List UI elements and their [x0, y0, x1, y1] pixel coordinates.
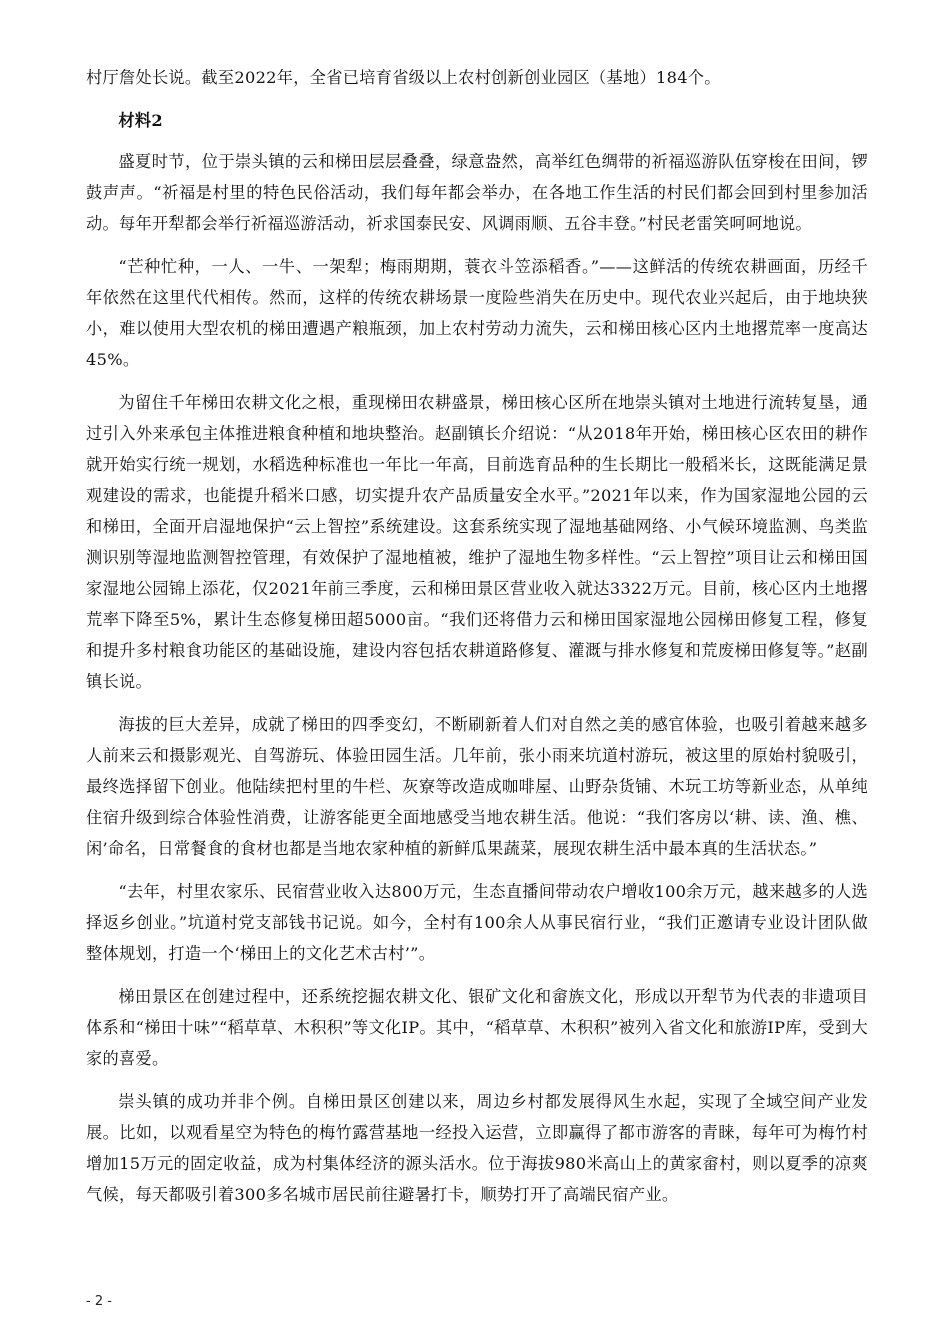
paragraph: 盛夏时节，位于崇头镇的云和梯田层层叠叠，绿意盎然，高举红色绸带的祈福巡游队伍穿梭在田间，锣鼓声声。“祈福是村里的特色民俗活动，我们每年都会举办，在各地工作生活的村民们都会回到村里参加活动。每年开犁都会举行祈福巡游活动，祈求国泰民安、风调雨顺、五谷丰登。”村民老雷笑呵呵地说。 [86, 152, 868, 233]
paragraph: 海拔的巨大差异，成就了梯田的四季变幻，不断刷新着人们对自然之美的感官体验，也吸引着越来越多人前来云和摄影观光、自驾游玩、体验田园生活。几年前，张小雨来坑道村游玩，被这里的原始村貌吸引，最终选择留下创业。他陆续把村里的牛栏、灰寮等改造成咖啡屋、山野杂货铺、木玩工坊等新业态，从单纯住宿升级到综合体验性消费，让游客能更全面地感受当地农耕生活。他说：“我们客房以‘耕、读、渔、樵、闲’命名，日常餐食的食材也都是当地农家种植的新鲜瓜果蔬菜，展现农耕生活中最本真的生活状态。” [86, 715, 868, 858]
paragraph: 为留住千年梯田农耕文化之根，重现梯田农耕盛景，梯田核心区所在地崇头镇对土地进行流转复垦，通过引入外来承包主体推进粮食种植和地块整治。赵副镇长介绍说：“从2018年开始，梯田核心区农田的耕作就开始实行统一规划，水稻选种标准也一年比一年高，目前选育品种的生长期比一般稻米长，这既能满足景观建设的需求，也能提升稻米口感，切实提升农产品质量安全水平。”2021年以来，作为国家湿地公园的云和梯田，全面开启湿地保护“云上智控”系统建设。这套系统实现了湿地基础网络、小气候环境监测、鸟类监测识别等湿地监测智控管理，有效保护了湿地植被，维护了湿地生物多样性。“云上智控”项目让云和梯田国家湿地公园锦上添花，仅2021年前三季度，云和梯田景区营业收入就达3322万元。目前，核心区内土地撂荒率下降至5%，累计生态修复梯田超5000亩。“我们还将借力云和梯田国家湿地公园梯田修复工程，修复和提升多村粮食功能区的基础设施，建设内容包括农耕道路修复、灌溉与排水修复和荒废梯田修复等。”赵副镇长说。 [86, 393, 868, 691]
paragraph: 梯田景区在创建过程中，还系统挖掘农耕文化、银矿文化和畲族文化，形成以开犁节为代表的非遗项目体系和“梯田十味”“稻草草、木积积”等文化IP。其中，“稻草草、木积积”被列入省文化和旅游IP库，受到大家的喜爱。 [86, 987, 868, 1068]
page-number: - 2 - [86, 1294, 112, 1309]
section-heading: 材料2 [118, 111, 163, 130]
paragraph: 崇头镇的成功并非个例。自梯田景区创建以来，周边乡村都发展得风生水起，实现了全域空间产业发展。比如，以观看星空为特色的梅竹露营基地一经投入运营，立即赢得了都市游客的青睐，每年可为梅竹村增加15万元的固定收益，成为村集体经济的源头活水。位于海拔980米高山上的黄家畲村，则以夏季的凉爽气候，每天都吸引着300多名城市居民前往避暑打卡，顺势打开了高端民宿产业。 [86, 1092, 868, 1204]
paragraph: “去年，村里农家乐、民宿营业收入达800万元，生态直播间带动农户增收100余万元，越来越多的人选择返乡创业。”坑道村党支部钱书记说。如今，全村有100余人从事民宿行业，“我们正邀请专业设计团队做整体规划，打造一个‘梯田上的文化艺术古村’”。 [86, 882, 868, 963]
paragraph-continuation: 村厅詹处长说。截至2022年，全省已培育省级以上农村创新创业园区（基地）184个。 [86, 68, 721, 87]
paragraph: “芒种忙种，一人、一牛、一架犁；梅雨期期，蓑衣斗笠添稻香。”——这鲜活的传统农耕画面，历经千年依然在这里代代相传。然而，这样的传统农耕场景一度险些消失在历史中。现代农业兴起后，由于地块狭小，难以使用大型农机的梯田遭遇产粮瓶颈，加上农村劳动力流失，云和梯田核心区内土地撂荒率一度高达45%。 [86, 257, 868, 369]
document-body [86, 62, 868, 1222]
